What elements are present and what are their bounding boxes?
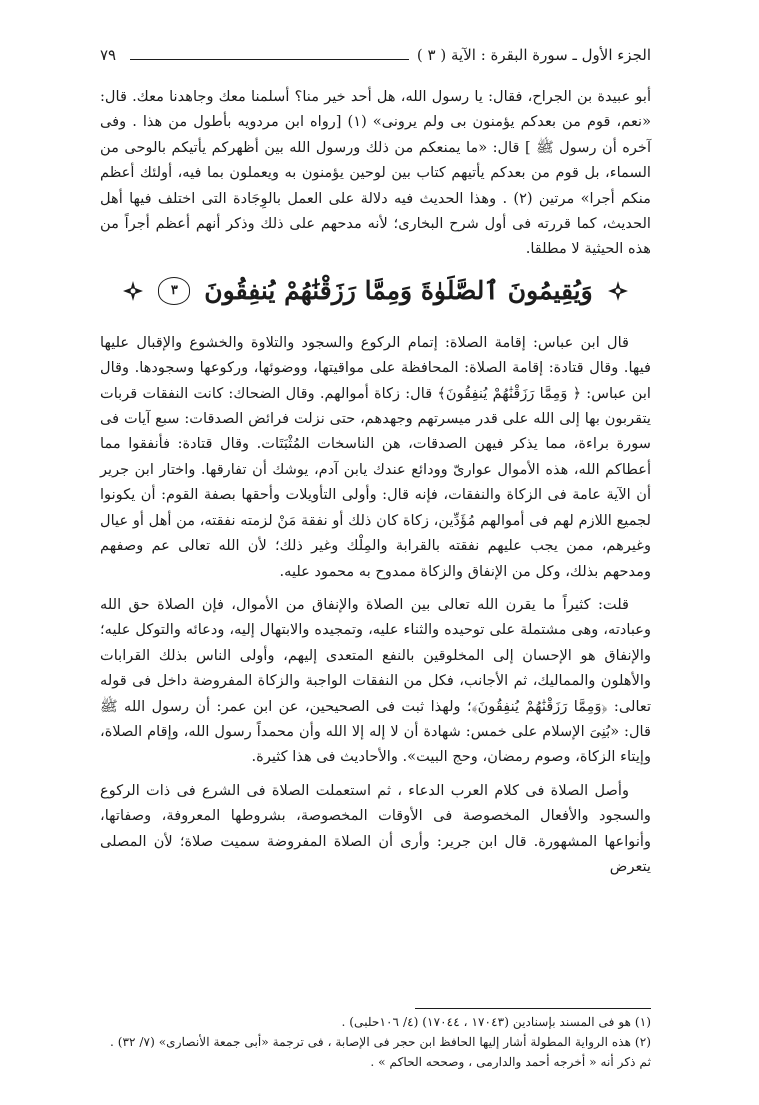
header-title: الجزء الأول ـ سورة البقرة : الآية ( ٣ ) [416,46,651,64]
verse-number-badge: ٣ [158,277,190,305]
footnote-2-continuation: ثم ذكر أنه « أخرجه أحمد والدارمى ، وصححه الحاكم » . [370,1055,651,1069]
paragraph-hadith-continuation: أبو عبيدة بن الجراح، فقال: يا رسول الله، هل أحد خير منا؟ أسلمنا معك وجاهدنا معك. قال: «نعم، قوم من بعدكم يؤمنون بى ولم يرونى» (١) [رواه ابن مردويه بأطول من هذا . وفى آخره أن رسول ﷺ ] قال: «ما يمنعكم من ذلك ورسول الله بين أظهركم يأتيكم بالوحى من السماء، بل قوم من بعدكم يأتيهم كتاب بين لوحين يؤمنون به ويعملون بما فيه، أولئك أعظم منكم أجرا» مرتين (٢) . وهذا الحديث فيه دلالة على العمل بالوِجَادة التى اختلف فيها أهل الحديث، كما قررته فى أول شرح البخارى؛ لأنه مدحهم على ذلك وذكر أنهم أعظم أجراً من هذه الحيثية لا مطلقا. [100,88,651,258]
footnote-2: (٢) هذه الرواية المطولة أشار إليها الحافظ ابن حجر فى الإصابة ، فى ترجمة «أبى جمعة الأنصارى» (٧/ ٣٢) . [109,1035,651,1049]
ornament-right-icon [607,280,629,302]
page-body [100,84,651,879]
paragraph-qultu: قلت: كثيراً ما يقرن الله تعالى بين الصلاة والإنفاق من الأموال، فإن الصلاة حق الله وعبادته، وهى مشتملة على توحيده والثناء عليه، وتمجيده والابتهال إليه، ودعائه والتوكل عليه؛ والإنفاق هو الإحسان إلى المخلوقين بالنفع المتعدى إليهم، وأولى الناس بذلك القرابات والأهلون والمماليك، ثم الأجانب، فكل من النفقات الواجبة والزكاة المفروضة داخل فى قوله تعالى: ﴿وَمِمَّا رَزَقْنَٰهُمْ يُنفِقُونَ﴾؛ ولهذا ثبت فى الصحيحين، عن ابن عمر: أن رسول الله ﷺ قال: «بُنِىَ الإسلام على خمس: شهادة أن لا إله إلا الله وأن محمداً رسول الله، وإقام الصلاة، وإيتاء الزكاة، وصوم رمضان، وحج البيت». والأحاديث فى هذا كثيرة. [100,595,651,766]
footnote-separator [415,1008,651,1009]
paragraph-asl-salah: وأصل الصلاة فى كلام العرب الدعاء ، ثم استعملت الصلاة فى الشرع فى ذات الركوع والسجود والأفعال المخصوصة فى الأوقات المخصوصة، بشروطها المعروفة، وصفاتها، وأنواعها المشهورة. قال ابن جرير: وأرى أن الصلاة المفروضة سميت صلاة؛ لأن المصلى يتعرض [100,781,651,875]
paragraph-tafsir-ibn-abbas: قال ابن عباس: إقامة الصلاة: إتمام الركوع والسجود والتلاوة والخشوع والإقبال عليها فيها. وقال قتادة: إقامة الصلاة: المحافظة على مواقيتها، ووضوئها، وركوعها وسجودها. وقال ابن عباس: ﴿ وَمِمَّا رَزَقْنَٰهُمْ يُنفِقُونَ﴾ قال: زكاة أموالهم. وقال الضحاك: كانت النفقات قربات يتقربون بها إلى الله على قدر ميسرتهم وجهدهم، حتى نزلت فرائض الصدقات: سبع آيات فى سورة براءة، مما يذكر فيهن الصدقات، هن الناسخات المُثْبَتَات. وقال قتادة: فأنفقوا مما أعطاكم الله، هذه الأموال عوارىّ وودائع عندك يابن آدم، يوشك أن تفارقها. واختار ابن جرير أن الآية عامة فى الزكاة والنفقات، فإنه قال: وأولى التأويلات وأحقها بصفة القوم: أن يكونوا لجميع اللازم لهم فى أموالهم مُؤَدِّين، زكاة كان ذلك أو نفقة مَنْ لزمته نفقته، من أهل أو عيال وغيرهم، ممن يجب عليهم نفقته بالقرابة والمِلْك وغير ذلك؛ لأن الله تعالى عم وصفهم ومدحهم بذلك، وكل من الإنفاق والزكاة ممدوح به محمود عليه. [100,333,651,580]
running-header [100,42,651,68]
verse-banner [100,266,651,316]
quran-verse-text: وَيُقِيمُونَ ٱلصَّلَوٰةَ وَمِمَّا رَزَقْنَٰهُمْ يُنفِقُونَ [204,276,593,306]
footnotes [100,1012,651,1072]
header-rule [130,59,409,60]
page-number: ٧٩ [100,46,117,64]
footnote-1: (١) هو فى المسند بإسنادين (١٧٠٤٣ ، ١٧٠٤٤) (٤/ ١٠٦حلبى) . [341,1015,651,1029]
ornament-left-icon [122,280,144,302]
